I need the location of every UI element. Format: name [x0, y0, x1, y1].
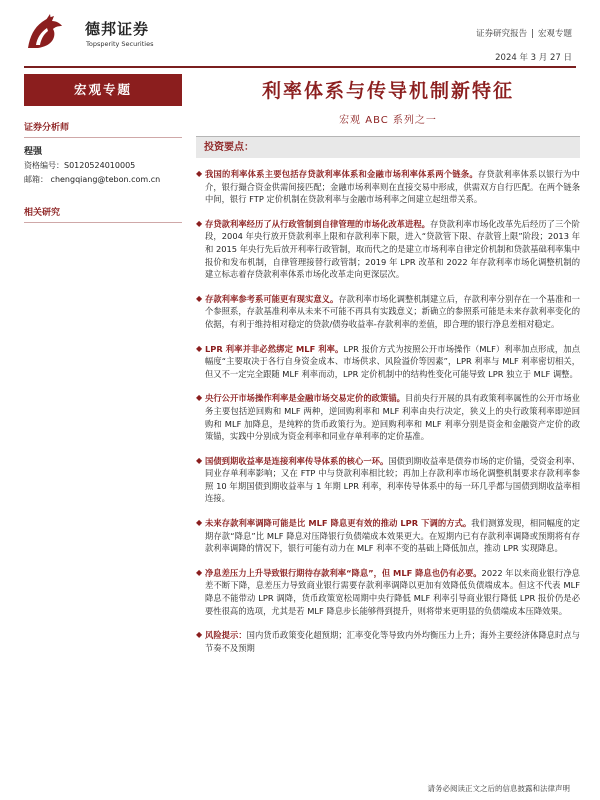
key-point-lead: 我国的利率体系主要包括存贷款利率体系和金融市场利率体系两个链条。 [205, 169, 478, 179]
key-point-lead: LPR 利率并非必然绑定 MLF 利率。 [205, 343, 344, 354]
analyst-name: 程强 [24, 147, 43, 157]
key-point [196, 455, 580, 505]
brand-name: 德邦证券 [85, 20, 150, 38]
key-point [196, 343, 580, 381]
bullet-icon: ◆ [196, 293, 203, 303]
key-point-lead: 央行公开市场操作利率是金融市场交易定价的政策锚。 [205, 393, 406, 404]
brand-name-en: Topsperity Securities [86, 40, 154, 48]
key-point [196, 218, 580, 281]
key-point-lead: 未来存款利率调降可能是比 MLF 降息更有效的推动 LPR 下调的方式。 [205, 518, 472, 529]
key-point [196, 517, 580, 555]
key-point-lead: 存款利率参考系可能更有现实意义。 [205, 293, 339, 304]
key-point-lead: 净息差压力上升导致银行期待存款利率“降息”，但 MLF 降息也仍有必要。 [205, 567, 482, 578]
bullet-icon: ◆ [196, 218, 203, 228]
key-point [196, 293, 580, 331]
related-research-heading: 相关研究 [24, 205, 182, 223]
key-point-lead: 存贷款利率经历了从行政管制到自律管理的市场化改革进程。 [205, 218, 431, 229]
separator: | [531, 29, 534, 39]
bullet-icon: ◆ [196, 630, 203, 640]
key-point-lead: 国债到期收益率是连接利率传导体系的核心一环。 [205, 455, 389, 466]
key-point [196, 168, 580, 206]
risk-warning [196, 629, 580, 654]
key-point-body: 2022 年以来商业银行净息差不断下降，息差压力导致商业银行需要存款利率调降以更加有效降低负债端成本。但这不代表 MLF 降息不能带动 LPR 调降，货币政策宽松周期中央行降低 MLF 利率引导商业银行降低 LPR 报价仍是必要性很高的选项，尤其是若 MLF 降息步长能够得到提升，则将带来更明显的负债端成本压降效果。 [205, 567, 580, 616]
document-subtitle: 宏观 ABC 系列之一 [339, 115, 437, 126]
risk-warning-body: 国内货币政策变化超预期；汇率变化等导致内外均衡压力上升；海外主要经济体降息时点与节奏不及预期 [205, 630, 580, 653]
analyst-heading: 证券分析师 [24, 120, 182, 138]
sidebar [24, 74, 182, 223]
key-points-list [196, 162, 580, 654]
key-point [196, 567, 580, 617]
report-type-line [476, 27, 572, 39]
section-banner: 宏观专题 [24, 74, 182, 106]
bullet-icon: ◆ [196, 518, 203, 528]
report-type: 证券研究报告 [476, 29, 528, 39]
analyst-license: 资格编号：S0120524010005 [24, 161, 136, 170]
report-category: 宏观专题 [537, 29, 572, 39]
bullet-icon: ◆ [196, 567, 203, 577]
risk-warning-lead: 风险提示： [205, 630, 247, 641]
key-point [196, 392, 580, 442]
bullet-icon: ◆ [196, 343, 203, 353]
key-point-body: 存贷款利率体系以银行为中介，银行撮合资金供需间接匹配；金融市场利率则在直接交易中形成，供需双方自行匹配。在两个链条中间，银行 FTP 定价机制在贷款利率与金融市场利率之间建立起纽带关系。 [205, 169, 580, 205]
key-point-body: 目前央行开展的具有政策利率属性的公开市场业务主要包括逆回购和 MLF 两种，逆回购利率和 MLF 利率由央行决定，狭义上的央行政策利率即逆回购和 MLF 加降息，是纯粹的货币政策行为。逆回购利率和 MLF 利率分别是资金和金融资产定价的政策锚，实践中分别成为资金利率和同业存单利率的定价基准。 [205, 393, 580, 442]
main-header [196, 74, 580, 158]
bullet-icon: ◆ [196, 169, 203, 178]
key-point-body: 我们测算发现，相同幅度的定期存款“降息”比 MLF 降息对压降银行负债端成本效果更大。在短期内已有存款利率调降或预期将有存款利率调降的情况下，银行可能有动力在 MLF 利率不变的基础上降低加点，推动 LPR 实现降息。 [205, 518, 580, 554]
document-title: 利率体系与传导机制新特征 [261, 80, 514, 102]
bullet-icon: ◆ [196, 393, 203, 403]
footer-disclaimer: 请务必阅读正文之后的信息披露和法律声明 [427, 784, 570, 793]
header-divider [24, 66, 576, 68]
page-header [0, 0, 600, 70]
analyst-email: 邮箱： chengqiang@tebon.com.cn [24, 175, 161, 184]
points-heading: 投资要点： [196, 136, 580, 158]
key-point-body: 国债到期收益率是债券市场的定价锚，受资金利率、同业存单利率影响；又在 FTP 中与贷款利率相比较；再加上存款利率市场化调整机制要求存款利率参照 10 年期国债到期收益率与 1 年期 LPR 利率，利率传导体系中的每一环几乎都与国债到期收益率相连接。 [205, 455, 580, 504]
key-point-body: 存款利率市场化调整机制建立后，存款利率分别存在一个基准和一个参照系，存款基准利率从未来不可能不再具有实践意义；新确立的参照系可能是未来存款利率变化的依据，有利于维持相对稳定的贷款/债券收益率-存款利率的差值，即合理的银行净息差相对稳定。 [205, 293, 580, 329]
key-point-body: 存贷款利率市场化改革先后经历了三个阶段，2004 年央行放开贷款利率上限和存款利率下限，进入“贷款管下限、存款管上限”阶段；2013 年和 2015 年央行先后放开利率行政管制，取而代之的是建立市场利率自律定价机制和贷款基础利率集中报价和发布机制，自律管理接替行政管制；2019 年 LPR 改革和 2022 年存款利率市场化调整机制的建立标志着存贷款利率体系市场化改革走向更深层次。 [205, 218, 580, 280]
report-date: 2024 年 3 月 27 日 [495, 53, 572, 63]
horse-logo-icon [24, 12, 66, 52]
bullet-icon: ◆ [196, 455, 203, 465]
key-point-body: LPR 报价方式为按照公开市场操作（MLF）利率加点形成，加点幅度“主要取决于各行自身资金成本、市场供求、风险溢价等因素”，LPR 利率与 MLF 利率密切相关，但又不一定完全跟随 MLF 利率而动，LPR 定价机制中的结构性变化可能导致 LPR 独立于 MLF 调整。 [205, 343, 580, 379]
